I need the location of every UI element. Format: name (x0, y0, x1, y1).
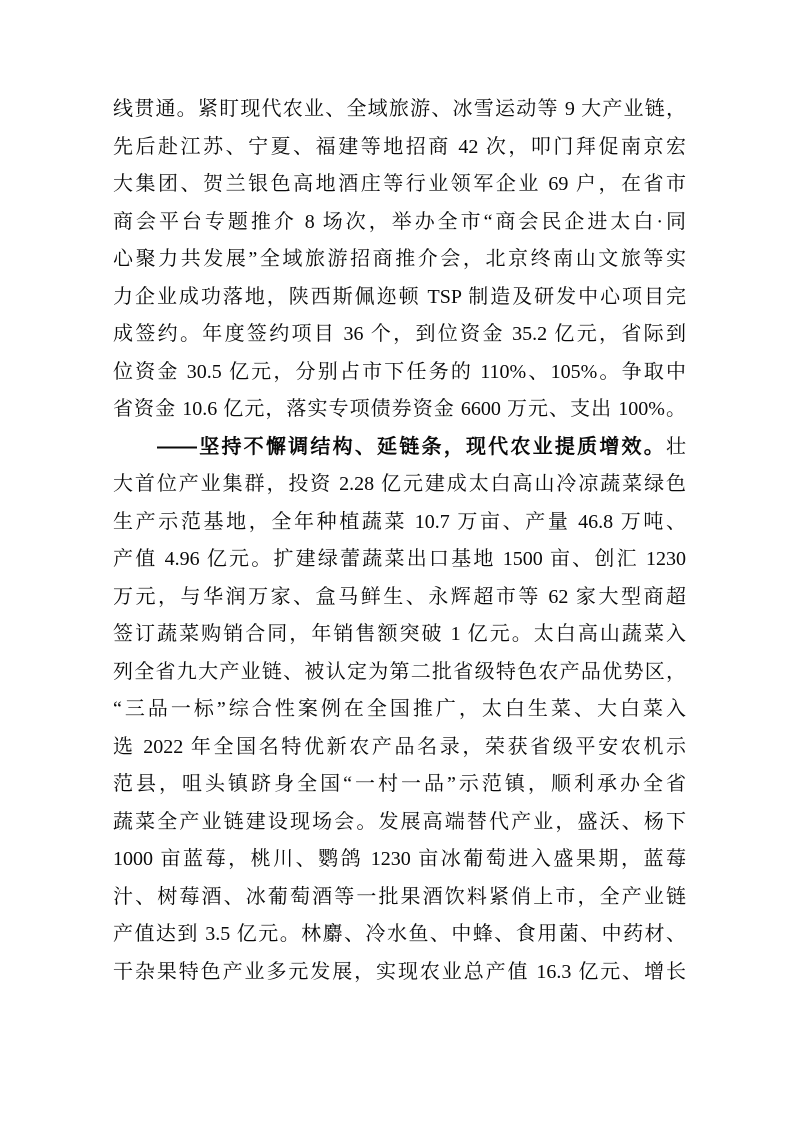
text-block (113, 91, 686, 991)
text-line (113, 504, 686, 542)
text-run: 先后赴江苏、宁夏、福建等地招商 42 次，叩门拜促南京宏 (113, 135, 686, 158)
text-run: 产值达到 3.5 亿元。林麝、冷水鱼、中蜂、食用菌、中药材、 (113, 923, 686, 945)
text-run: 心聚力共发展”全域旅游招商推介会，北京终南山文旅等实 (113, 248, 686, 270)
bold-lead-in: ——坚持不懈调结构、延链条，现代农业提质增效。 (157, 435, 666, 458)
text-run: 省资金 10.6 亿元，落实专项债券资金 6600 万元、支出 100%。 (113, 398, 686, 420)
text-line (113, 616, 686, 654)
text-run: 大集团、贺兰银色高地酒庄等行业领军企业 69 户，在省市 (113, 173, 686, 195)
text-run: 签订蔬菜购销合同，年销售额突破 1 亿元。太白高山蔬菜入 (113, 623, 686, 645)
text-line (113, 541, 686, 579)
text-run: 列全省九大产业链、被认定为第二批省级特色农产品优势区， (113, 660, 686, 683)
text-run: 生产示范基地，全年种植蔬菜 10.7 万亩、产量 46.8 万吨、 (113, 510, 686, 533)
text-line (113, 391, 686, 429)
text-run: 万元，与华润万家、盒马鲜生、永辉超市等 62 家大型商超 (113, 585, 686, 608)
text-line (113, 429, 686, 467)
text-line (113, 466, 686, 504)
text-run: 力企业成功落地，陕西斯佩迩顿 TSP 制造及研发中心项目完 (113, 285, 686, 308)
text-line (113, 916, 686, 954)
text-line (113, 91, 686, 129)
text-line (113, 954, 686, 992)
text-line (113, 166, 686, 204)
text-run: 产值 4.96 亿元。扩建绿蕾蔬菜出口基地 1500 亩、创汇 1230 (113, 548, 686, 570)
text-run: 干杂果特色产业多元发展，实现农业总产值 16.3 亿元、增长 (113, 960, 686, 983)
text-run: 范县，咀头镇跻身全国“一村一品”示范镇，顺利承办全省 (113, 773, 686, 795)
text-run: 选 2022 年全国名特优新农产品名录，荣获省级平安农机示 (113, 735, 686, 758)
text-run: 成签约。年度签约项目 36 个，到位资金 35.2 亿元，省际到 (113, 323, 686, 345)
text-run: 位资金 30.5 亿元，分别占市下任务的 110%、105%。争取中 (113, 360, 686, 383)
text-run: 线贯通。紧盯现代农业、全域旅游、冰雪运动等 9 大产业链， (113, 98, 686, 120)
text-line (113, 579, 686, 617)
text-line (113, 204, 686, 242)
text-line (113, 241, 686, 279)
text-line (113, 279, 686, 317)
text-run: 1000 亩蓝莓，桃川、鹦鸽 1230 亩冰葡萄进入盛果期，蓝莓 (113, 848, 686, 870)
text-line (113, 729, 686, 767)
text-line (113, 691, 686, 729)
text-line (113, 129, 686, 167)
text-line (113, 879, 686, 917)
text-run: 蔬菜全产业链建设现场会。发展高端替代产业，盛沃、杨下 (113, 810, 686, 833)
text-line (113, 354, 686, 392)
text-run: 汁、树莓酒、冰葡萄酒等一批果酒饮料紧俏上市，全产业链 (113, 885, 686, 908)
text-run: 壮 (666, 435, 686, 458)
text-run: 商会平台专题推介 8 场次，举办全市“商会民企进太白·同 (113, 210, 686, 233)
text-line (113, 766, 686, 804)
text-run: “三品一标”综合性案例在全国推广，太白生菜、大白菜入 (113, 698, 686, 720)
text-line (113, 841, 686, 879)
text-line (113, 316, 686, 354)
text-line (113, 804, 686, 842)
text-line (113, 654, 686, 692)
text-run: 大首位产业集群，投资 2.28 亿元建成太白高山冷凉蔬菜绿色 (113, 473, 686, 495)
